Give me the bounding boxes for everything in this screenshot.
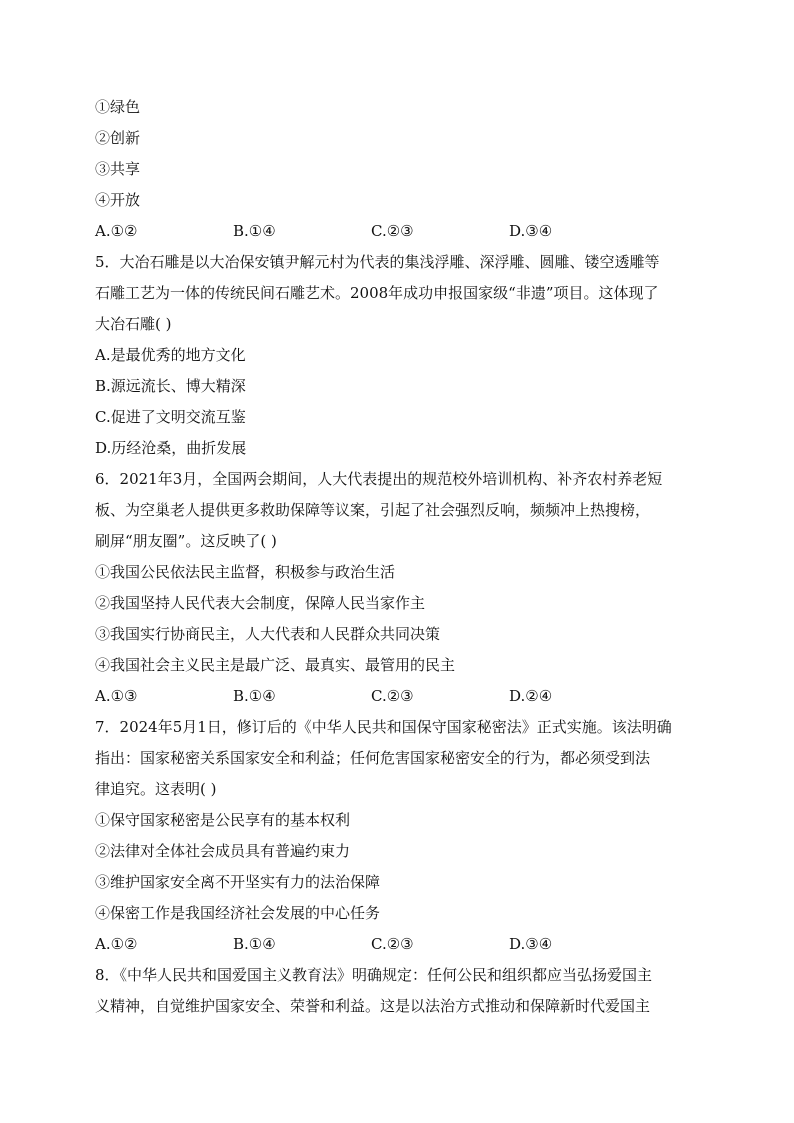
question-8 [95,960,705,1022]
answer-choices [95,216,705,247]
choice-b: B.①④ [233,222,276,240]
question-stem: 律追究。这表明( ) [95,780,217,798]
choice-b: B.①④ [233,935,276,953]
option-b: B.源远流长、博大精深 [95,377,246,395]
choice-d: D.③④ [509,222,553,240]
question-stem: 8．《中华人民共和国爱国主义教育法》明确规定：任何公民和组织都应当弘扬爱国主 [95,966,653,984]
choice-a: A.①② [95,222,138,240]
option: ③共享 [95,160,141,178]
question-4 [95,92,705,247]
choice-a: A.①② [95,935,138,953]
answer-choices [95,929,705,960]
choice-d: D.③④ [509,935,553,953]
choice-c: C.②③ [371,935,414,953]
question-stem: 大冶石雕( ) [95,315,172,333]
option: ②法律对全体社会成员具有普遍约束力 [95,842,351,860]
option: ④开放 [95,191,141,209]
option: ②创新 [95,129,141,147]
question-stem: 石雕工艺为一体的传统民间石雕艺术。2008年成功申报国家级“非遗”项目。这体现了 [95,284,659,302]
question-stem: 刷屏“朋友圈”。这反映了( ) [95,532,277,550]
question-stem: 6．2021年3月，全国两会期间，人大代表提出的规范校外培训机构、补齐农村养老短 [95,470,663,488]
question-stem: 7．2024年5月1日，修订后的《中华人民共和国保守国家秘密法》正式实施。该法明确 [95,718,672,736]
option: ①保守国家秘密是公民享有的基本权利 [95,811,351,829]
option: ③维护国家安全离不开坚实有力的法治保障 [95,873,381,891]
question-stem: 义精神，自觉维护国家安全、荣誉和利益。这是以法治方式推动和保障新时代爱国主 [95,997,651,1015]
option: ②我国坚持人民代表大会制度，保障人民当家作主 [95,594,426,612]
choice-c: C.②③ [371,687,414,705]
option: ①绿色 [95,98,141,116]
option: ④保密工作是我国经济社会发展的中心任务 [95,904,381,922]
question-stem: 指出：国家秘密关系国家安全和利益；任何危害国家秘密安全的行为，都必须受到法 [95,749,651,767]
answer-choices [95,681,705,712]
option-d: D.历经沧桑，曲折发展 [95,439,247,457]
choice-c: C.②③ [371,222,414,240]
option-a: A.是最优秀的地方文化 [95,346,246,364]
exam-page [95,92,705,1022]
choice-d: D.②④ [509,687,553,705]
choice-a: A.①③ [95,687,138,705]
option: ④我国社会主义民主是最广泛、最真实、最管用的民主 [95,656,456,674]
question-6 [95,464,705,712]
option-c: C.促进了文明交流互鉴 [95,408,246,426]
question-7 [95,712,705,960]
question-stem: 板、为空巢老人提供更多救助保障等议案，引起了社会强烈反响，频频冲上热搜榜， [95,501,651,519]
question-stem: 5．大冶石雕是以大冶保安镇尹解元村为代表的集浅浮雕、深浮雕、圆雕、镂空透雕等 [95,253,660,271]
option: ③我国实行协商民主，人大代表和人民群众共同决策 [95,625,441,643]
question-5 [95,247,705,464]
option: ①我国公民依法民主监督，积极参与政治生活 [95,563,396,581]
choice-b: B.①④ [233,687,276,705]
